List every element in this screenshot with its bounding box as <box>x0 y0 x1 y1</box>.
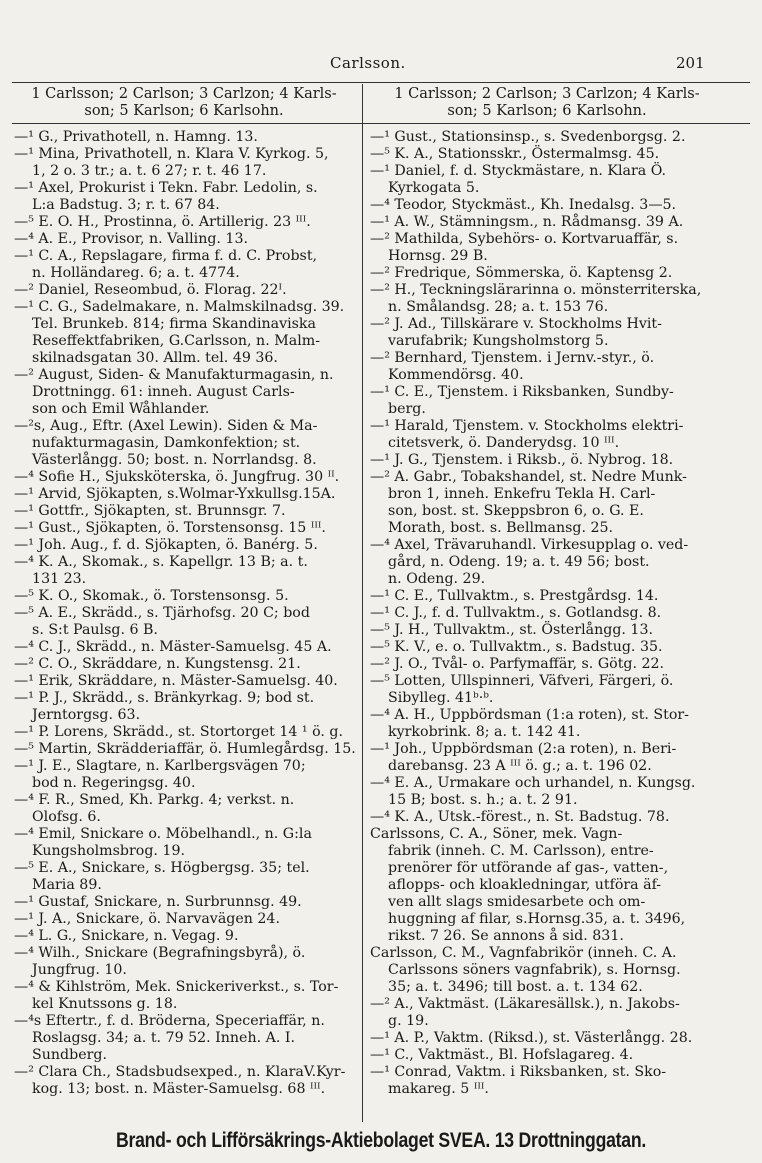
left-directory-line: skilnadsgatan 30. Allm. tel. 49 36. <box>14 350 278 366</box>
left-directory-line: —⁵ E. A., Snickare, s. Högbergsg. 35; tel. <box>14 860 310 876</box>
right-directory-line: huggning af filar, s.Hornsg.35, a. t. 3496, <box>370 911 686 927</box>
left-directory-line: Sundberg. <box>14 1047 107 1063</box>
right-directory-line: —² J. Ad., Tillskärare v. Stockholms Hvit- <box>370 316 662 332</box>
right-column-header <box>382 86 712 120</box>
right-directory-line: —² H., Teckningslärarinna o. mönsterriterska, <box>370 282 702 298</box>
left-directory-line: —⁴ L. G., Snickare, n. Vegag. 9. <box>14 928 239 944</box>
left-directory-line: —¹ Gustaf, Snickare, n. Surbrunnsg. 49. <box>14 894 302 910</box>
left-header-line-1: 1 Carlsson; 2 Carlson; 3 Carlzon; 4 Karls- <box>31 86 337 102</box>
right-directory-line: rikst. 7 26. Se annons å sid. 831. <box>370 928 624 944</box>
right-directory-line: darebansg. 23 A ᴵᴵᴵ ö. g.; a. t. 196 02. <box>370 758 652 774</box>
right-directory-line: 35; a. t. 3496; till bost. a. t. 134 62. <box>370 979 643 995</box>
right-directory-line: son, bost. st. Skeppsbron 6, o. G. E. <box>370 503 644 519</box>
left-directory-line: —¹ J. A., Snickare, ö. Narvavägen 24. <box>14 911 280 927</box>
left-directory-line: s. S:t Paulsg. 6 B. <box>14 622 158 638</box>
left-directory-line: son och Emil Wåhlander. <box>14 401 210 417</box>
right-directory-line: —⁵ J. H., Tullvaktm., st. Österlångg. 13. <box>370 622 653 638</box>
left-directory-line: —¹ Gottfr., Sjökapten, st. Brunnsgr. 7. <box>14 503 286 519</box>
right-directory-line: Kommendörsg. 40. <box>370 367 524 383</box>
left-directory-line: kog. 13; bost. n. Mäster-Samuelsg. 68 ᴵᴵᴵ. <box>14 1081 326 1097</box>
top-rule <box>12 82 750 83</box>
right-directory-line: prenörer för utförande af gas-, vatten-, <box>370 860 669 876</box>
left-header-line-2: son; 5 Karlson; 6 Karlsohn. <box>84 103 284 119</box>
left-directory-line: —¹ P. J., Skrädd., s. Bränkyrkag. 9; bod st. <box>14 690 315 706</box>
right-directory-line: —⁴ E. A., Urmakare och urhandel, n. Kungsg. <box>370 775 696 791</box>
left-directory-line: —⁴ & Kihlström, Mek. Snickeriverkst., s. Tor- <box>14 979 339 995</box>
left-directory-line: —⁴ Sofie H., Sjuksköterska, ö. Jungfrug. 30 ᴵᴵ. <box>14 469 340 485</box>
right-directory-line: —¹ J. G., Tjenstem. i Riksb., ö. Nybrog. 18. <box>370 452 674 468</box>
right-directory-line: —⁴ Axel, Trävaruhandl. Virkesupplag o. ved- <box>370 537 689 553</box>
page-title: Carlsson. <box>330 54 406 72</box>
right-directory-line: —¹ A. P., Vaktm. (Riksd.), st. Västerlångg. 28. <box>370 1030 693 1046</box>
right-directory-line: —² Bernhard, Tjenstem. i Jernv.-styr., ö. <box>370 350 655 366</box>
right-directory-line: varufabrik; Kungsholmstorg 5. <box>370 333 609 349</box>
left-directory-line: —¹ Mina, Privathotell, n. Klara V. Kyrkog. 5, <box>14 146 329 162</box>
left-column <box>14 129 358 1098</box>
right-directory-line: Carlssons, C. A., Söner, mek. Vagn- <box>370 826 623 842</box>
left-directory-line: —⁵ Martin, Skrädderiaffär, ö. Humlegårdsg. 15. <box>14 741 356 757</box>
left-directory-line: —¹ J. E., Slagtare, n. Karlbergsvägen 70; <box>14 758 306 774</box>
left-directory-line: kel Knutssons g. 18. <box>14 996 178 1012</box>
right-directory-line: fabrik (inneh. C. M. Carlsson), entre- <box>370 843 654 859</box>
left-directory-line: —¹ Erik, Skräddare, n. Mäster-Samuelsg. 40. <box>14 673 338 689</box>
left-directory-line: —¹ C. G., Sadelmakare, n. Malmskilnadsg. 39. <box>14 299 345 315</box>
right-directory-line: —¹ Gust., Stationsinsp., s. Svedenborgsg. 2. <box>370 129 686 145</box>
right-directory-line: —¹ A. W., Stämningsm., n. Rådmansg. 39 A. <box>370 214 684 230</box>
right-directory-line: aflopps- och kloakledningar, utföra äf- <box>370 877 662 893</box>
right-header-line-2: son; 5 Karlson; 6 Karlsohn. <box>447 103 647 119</box>
left-directory-line: —² Daniel, Reseombud, ö. Florag. 22ᴵ. <box>14 282 287 298</box>
right-directory-line: Sibylleg. 41ᵇ·ᵇ. <box>370 690 494 706</box>
right-directory-line: —² Fredrique, Sömmerska, ö. Kaptensg 2. <box>370 265 673 281</box>
left-directory-line: —¹ Gust., Sjökapten, ö. Torstensonsg. 15 ᴵᴵᴵ. <box>14 520 326 536</box>
page-number: 201 <box>676 54 705 72</box>
right-directory-line: berg. <box>370 401 426 417</box>
right-directory-line: —¹ Joh., Uppbördsman (2:a roten), n. Beri- <box>370 741 677 757</box>
left-directory-line: L:a Badstug. 3; r. t. 67 84. <box>14 197 220 213</box>
right-directory-line: —⁵ Lotten, Ullspinneri, Väfveri, Färgeri, ö. <box>370 673 674 689</box>
left-directory-line: —⁴ A. E., Provisor, n. Valling. 13. <box>14 231 248 247</box>
header-bottom-rule <box>12 123 750 124</box>
left-directory-line: Drottningg. 61: inneh. August Carls- <box>14 384 295 400</box>
right-directory-line: Carlsson, C. M., Vagnfabrikör (inneh. C. A. <box>370 945 677 961</box>
left-directory-line: —⁴ Emil, Snickare o. Möbelhandl., n. G:la <box>14 826 312 842</box>
left-directory-line: —¹ Joh. Aug., f. d. Sjökapten, ö. Banérg. 5. <box>14 537 318 553</box>
right-directory-line: —⁵ K. V., e. o. Tullvaktm., s. Badstug. 35. <box>370 639 663 655</box>
right-directory-line: bron 1, inneh. Enkefru Tekla H. Carl- <box>370 486 656 502</box>
left-directory-line: nufakturmagasin, Damkonfektion; st. <box>14 435 301 451</box>
left-directory-line: 131 23. <box>14 571 87 587</box>
left-column-header <box>14 86 354 120</box>
left-directory-line: —¹ C. A., Repslagare, firma f. d. C. Probst, <box>14 248 318 264</box>
right-header-line-1: 1 Carlsson; 2 Carlson; 3 Carlzon; 4 Karls- <box>394 86 700 102</box>
left-directory-line: —¹ Arvid, Sjökapten, s.Wolmar-Yxkullsg.15A. <box>14 486 336 502</box>
left-directory-line: 1, 2 o. 3 tr.; a. t. 6 27; r. t. 46 17. <box>14 163 267 179</box>
left-directory-line: —¹ G., Privathotell, n. Hamng. 13. <box>14 129 258 145</box>
left-directory-line: Tel. Brunkeb. 814; firma Skandinaviska <box>14 316 316 332</box>
right-directory-line: 15 B; bost. s. h.; a. t. 2 91. <box>370 792 578 808</box>
left-directory-line: —²s, Aug., Eftr. (Axel Lewin). Siden & Ma- <box>14 418 318 434</box>
right-directory-line: —¹ C. J., f. d. Tullvaktm., s. Gotlandsg. 8. <box>370 605 662 621</box>
left-directory-line: —¹ P. Lorens, Skrädd., st. Stortorget 14 ¹ ö. g. <box>14 724 344 740</box>
left-directory-line: —⁵ K. O., Skomak., ö. Torstensonsg. 5. <box>14 588 289 604</box>
right-directory-line: —² Mathilda, Sybehörs- o. Kortvaruaffär, s. <box>370 231 679 247</box>
left-directory-line: Roslagsg. 34; a. t. 79 52. Inneh. A. I. <box>14 1030 295 1046</box>
right-directory-line: —¹ C., Vaktmäst., Bl. Hofslagareg. 4. <box>370 1047 634 1063</box>
right-directory-line: —² A. Gabr., Tobakshandel, st. Nedre Munk- <box>370 469 687 485</box>
right-directory-line: —¹ C. E., Tullvaktm., s. Prestgårdsg. 14. <box>370 588 659 604</box>
left-directory-line: —⁴ Wilh., Snickare (Begrafningsbyrå), ö. <box>14 945 306 961</box>
right-directory-line: —¹ Daniel, f. d. Styckmästare, n. Klara Ö. <box>370 163 667 179</box>
right-directory-line: Morath, bost. s. Bellmansg. 25. <box>370 520 614 536</box>
right-directory-line: —⁴ K. A., Utsk.-förest., n. St. Badstug. 78. <box>370 809 670 825</box>
left-directory-line: —⁴ F. R., Smed, Kh. Parkg. 4; verkst. n. <box>14 792 295 808</box>
left-directory-line: Maria 89. <box>14 877 102 893</box>
right-directory-line: —⁴ A. H., Uppbördsman (1:a roten), st. Stor- <box>370 707 689 723</box>
right-directory-line: —² A., Vaktmäst. (Läkaresällsk.), n. Jakobs- <box>370 996 680 1012</box>
left-directory-line: Reseffektfabriken, G.Carlsson, n. Malm- <box>14 333 320 349</box>
column-divider <box>362 84 363 1122</box>
right-directory-line: —¹ Conrad, Vaktm. i Riksbanken, st. Sko- <box>370 1064 667 1080</box>
left-directory-line: n. Holländareg. 6; a. t. 4774. <box>14 265 240 281</box>
right-directory-line: n. Odeng. 29. <box>370 571 486 587</box>
right-directory-line: —² J. O., Tvål- o. Parfymaffär, s. Götg. 22. <box>370 656 665 672</box>
right-directory-line: Kyrkogata 5. <box>370 180 480 196</box>
left-directory-line: —² Clara Ch., Stadsbudsexped., n. KlaraV.Kyr- <box>14 1064 346 1080</box>
page-header <box>0 54 762 78</box>
right-directory-line: —¹ Harald, Tjenstem. v. Stockholms elektri- <box>370 418 684 434</box>
right-directory-line: n. Smålandsg. 28; a. t. 153 76. <box>370 299 609 315</box>
left-directory-line: —⁵ E. O. H., Prostinna, ö. Artillerig. 23 ᴵᴵᴵ. <box>14 214 311 230</box>
left-directory-line: —¹ Axel, Prokurist i Tekn. Fabr. Ledolin, s. <box>14 180 318 196</box>
footer-advertisement: Brand- och Lifförsäkrings-Aktiebolaget SVEA. 13 Drottninggatan. <box>115 1129 647 1152</box>
right-directory-line: Hornsg. 29 B. <box>370 248 488 264</box>
right-directory-line: makareg. 5 ᴵᴵᴵ. <box>370 1081 489 1097</box>
left-directory-line: Västerlångg. 50; bost. n. Norrlandsg. 8. <box>14 452 317 468</box>
left-directory-line: —⁴ K. A., Skomak., s. Kapellgr. 13 B; a. t. <box>14 554 308 570</box>
right-directory-line: —⁵ K. A., Stationsskr., Östermalmsg. 45. <box>370 146 660 162</box>
right-directory-line: citetsverk, ö. Danderydsg. 10 ᴵᴵᴵ. <box>370 435 620 451</box>
left-directory-line: Jungfrug. 10. <box>14 962 127 978</box>
right-column <box>370 129 710 1098</box>
right-directory-line: kyrkobrink. 8; a. t. 142 41. <box>370 724 581 740</box>
right-directory-line: Carlssons söners vagnfabrik), s. Hornsg. <box>370 962 681 978</box>
right-directory-line: —⁴ Teodor, Styckmäst., Kh. Inedalsg. 3—5. <box>370 197 677 213</box>
left-directory-line: —⁵ A. E., Skrädd., s. Tjärhofsg. 20 C; bod <box>14 605 310 621</box>
right-directory-line: ven allt slags smidesarbete och om- <box>370 894 646 910</box>
left-directory-line: bod n. Regeringsg. 40. <box>14 775 196 791</box>
left-directory-line: —⁴ C. J., Skrädd., n. Mäster-Samuelsg. 45 A. <box>14 639 332 655</box>
left-directory-line: —² C. O., Skräddare, n. Kungstensg. 21. <box>14 656 301 672</box>
left-directory-line: Kungsholmsbrog. 19. <box>14 843 185 859</box>
left-directory-line: Olofsg. 6. <box>14 809 101 825</box>
left-directory-line: —² August, Siden- & Manufakturmagasin, n. <box>14 367 334 383</box>
left-directory-line: —⁴s Eftertr., f. d. Bröderna, Speceriaffär, n. <box>14 1013 325 1029</box>
left-directory-line: Jerntorgsg. 63. <box>14 707 141 723</box>
right-directory-line: —¹ C. E., Tjenstem. i Riksbanken, Sundby- <box>370 384 674 400</box>
right-directory-line: gård, n. Odeng. 19; a. t. 49 56; bost. <box>370 554 650 570</box>
right-directory-line: g. 19. <box>370 1013 429 1029</box>
